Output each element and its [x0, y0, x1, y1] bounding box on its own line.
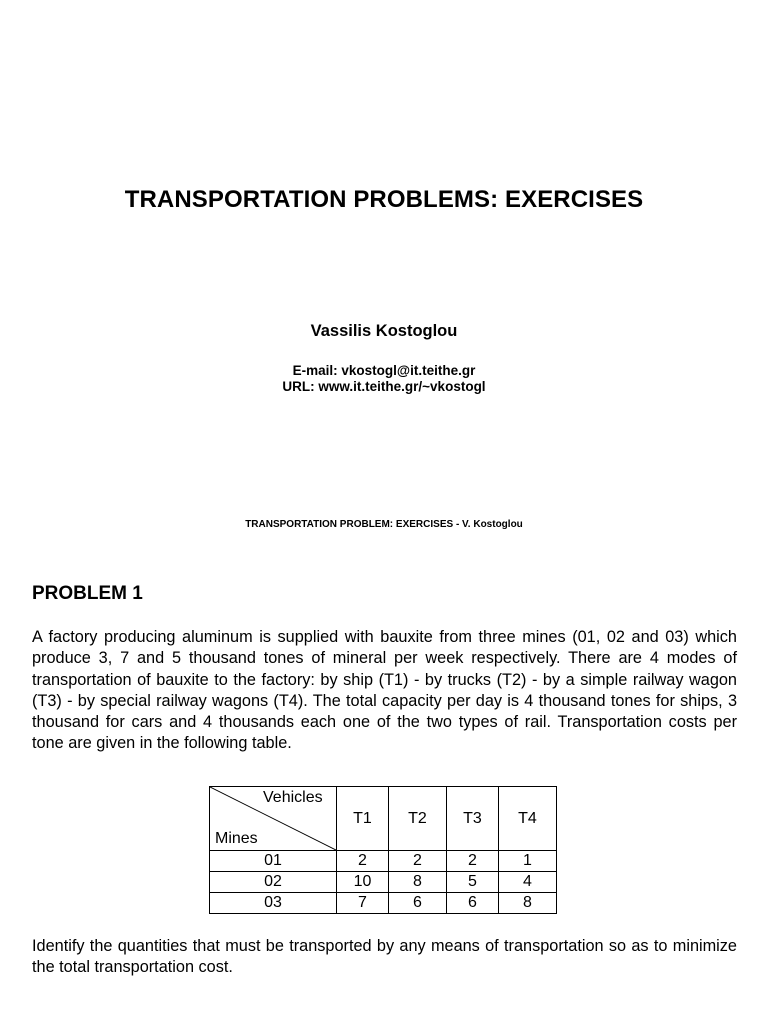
document-title: TRANSPORTATION PROBLEMS: EXERCISES [124, 186, 644, 213]
row-label: 03 [210, 893, 337, 914]
cost-table [209, 786, 557, 914]
table-cell: 10 [337, 872, 389, 893]
table-corner-cell [210, 787, 337, 851]
url-line: URL: www.it.teithe.gr/~vkostogl [282, 379, 486, 394]
row-label: 01 [210, 851, 337, 872]
table-cell: 8 [499, 893, 557, 914]
author-contact [0, 363, 768, 395]
table-cell: 5 [447, 872, 499, 893]
email-line: E-mail: vkostogl@it.teithe.gr [292, 363, 476, 378]
running-head: TRANSPORTATION PROBLEM: EXERCISES - V. Kostoglou [245, 519, 523, 530]
table-header-row [210, 787, 557, 851]
table-cell: 2 [337, 851, 389, 872]
table-row [210, 851, 557, 872]
row-label: 02 [210, 872, 337, 893]
table-cell: 6 [389, 893, 447, 914]
table-row [210, 872, 557, 893]
corner-label-vehicles: Vehicles [263, 789, 323, 806]
column-header: T1 [337, 787, 389, 851]
problem-statement: A factory producing aluminum is supplied with bauxite from three mines (01, 02 and 03) which produce 3, 7 and 5 thousand tones of mineral per week respectively. There are 4 modes of transportation of bauxite to the factory: by ship (T1) - by trucks (T2) - by a simple railway wagon (T3) - by special railway wagons (T4). The total capacity per day is 4 thousand tones for ships, 3 thousand for cars and 4 thousands each one of the two types of rail. Transportation costs per tone are given in the following table. [32, 628, 737, 753]
problem-heading: PROBLEM 1 [32, 583, 143, 604]
table-cell: 8 [389, 872, 447, 893]
corner-label-mines: Mines [215, 830, 258, 847]
column-header: T3 [447, 787, 499, 851]
problem-question: Identify the quantities that must be transported by any means of transportation so as to minimize the total transportation cost. [32, 937, 737, 977]
table-row [210, 893, 557, 914]
column-header: T4 [499, 787, 557, 851]
table-cell: 4 [499, 872, 557, 893]
table-cell: 2 [389, 851, 447, 872]
author-name: Vassilis Kostoglou [310, 322, 458, 340]
table-cell: 1 [499, 851, 557, 872]
column-header: T2 [389, 787, 447, 851]
table-cell: 6 [447, 893, 499, 914]
table-cell: 2 [447, 851, 499, 872]
table-cell: 7 [337, 893, 389, 914]
